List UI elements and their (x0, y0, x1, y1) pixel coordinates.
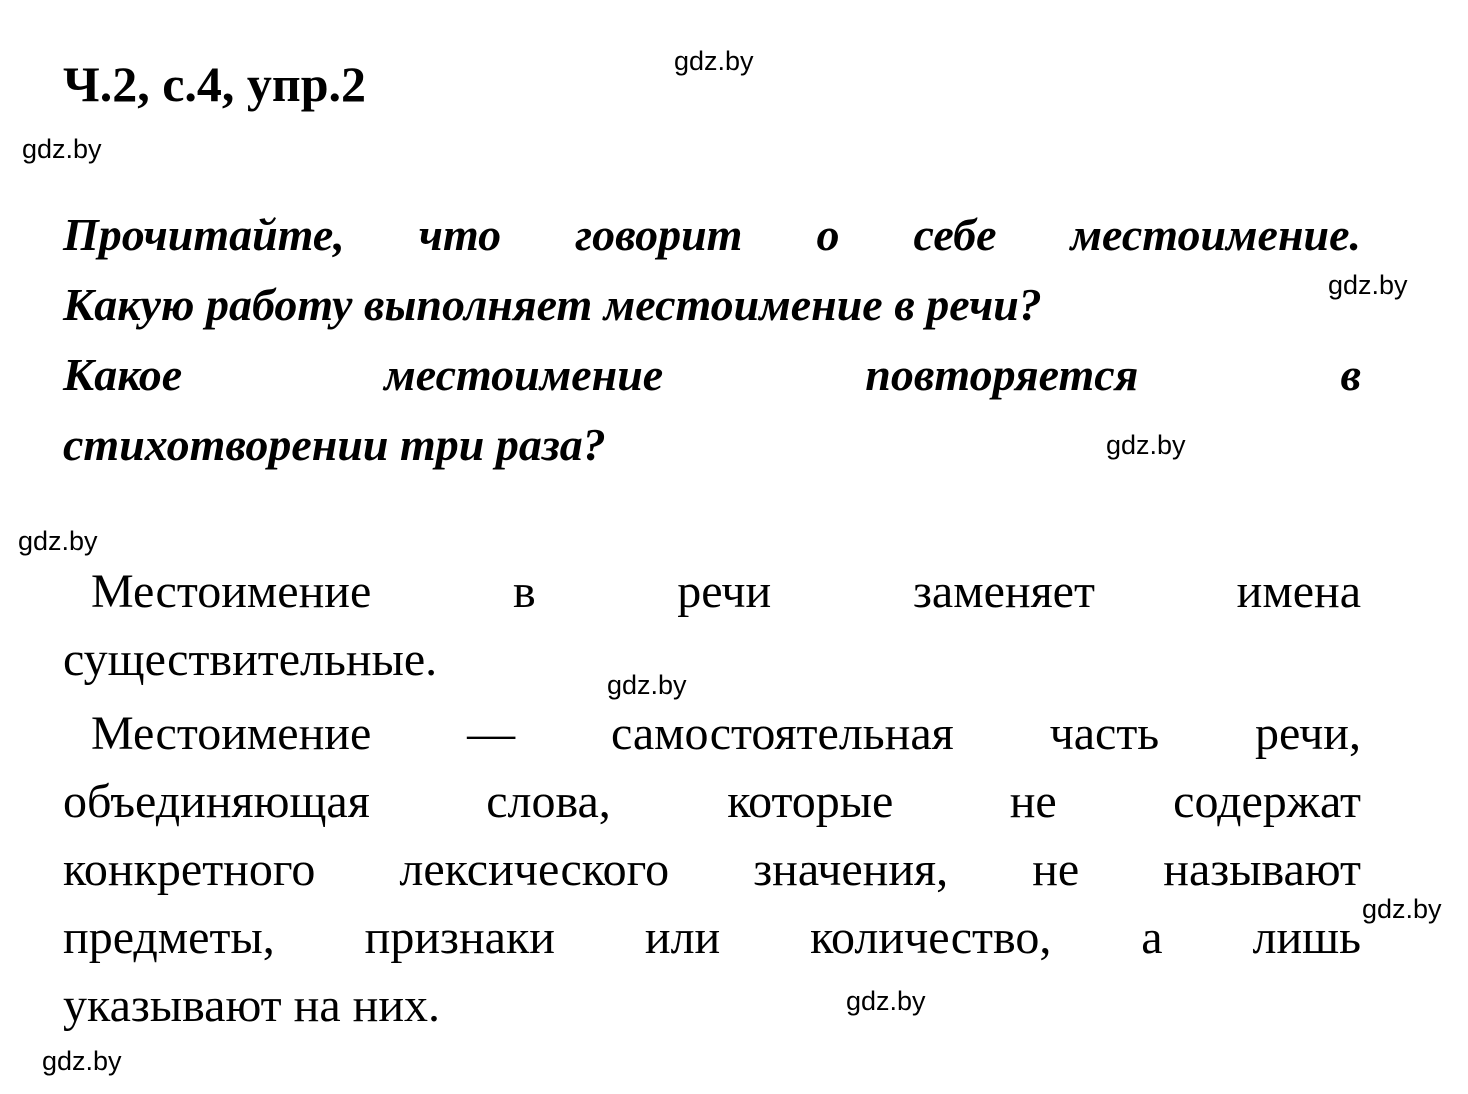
answer-paragraph-1 (63, 558, 1361, 694)
answer-line: объединяющая слова, которые не содержат (63, 775, 1361, 828)
answer-paragraph-2 (63, 700, 1361, 1040)
answer-line: указывают на них. (63, 979, 441, 1032)
page-title: Ч.2, с.4, упр.2 (63, 56, 367, 112)
answer-line: Местоимение — самостоятельная часть речи, (91, 707, 1361, 760)
watermark: gdz.by (1106, 430, 1186, 460)
watermark: gdz.by (18, 526, 98, 556)
task-line-1: Прочитайте, что говорит о себе местоимение. (63, 209, 1361, 260)
task-line-3: Какое местоимение повторяется в (63, 349, 1361, 400)
answer-line: конкретного лексического значения, не называют (63, 843, 1361, 896)
answer-line: предметы, признаки или количество, а лишь (63, 911, 1361, 964)
watermark: gdz.by (22, 134, 102, 164)
task-line-4: стихотворении три раза? (63, 419, 606, 470)
task-line-2: Какую работу выполняет местоимение в речи? (63, 279, 1042, 330)
watermark: gdz.by (1362, 894, 1442, 924)
answer-line: Местоимение в речи заменяет имена (91, 565, 1361, 618)
watermark: gdz.by (607, 670, 687, 700)
watermark: gdz.by (1328, 270, 1408, 300)
watermark: gdz.by (846, 986, 926, 1016)
watermark: gdz.by (674, 46, 754, 76)
watermark: gdz.by (42, 1046, 122, 1076)
answer-line: существительные. (63, 633, 438, 686)
